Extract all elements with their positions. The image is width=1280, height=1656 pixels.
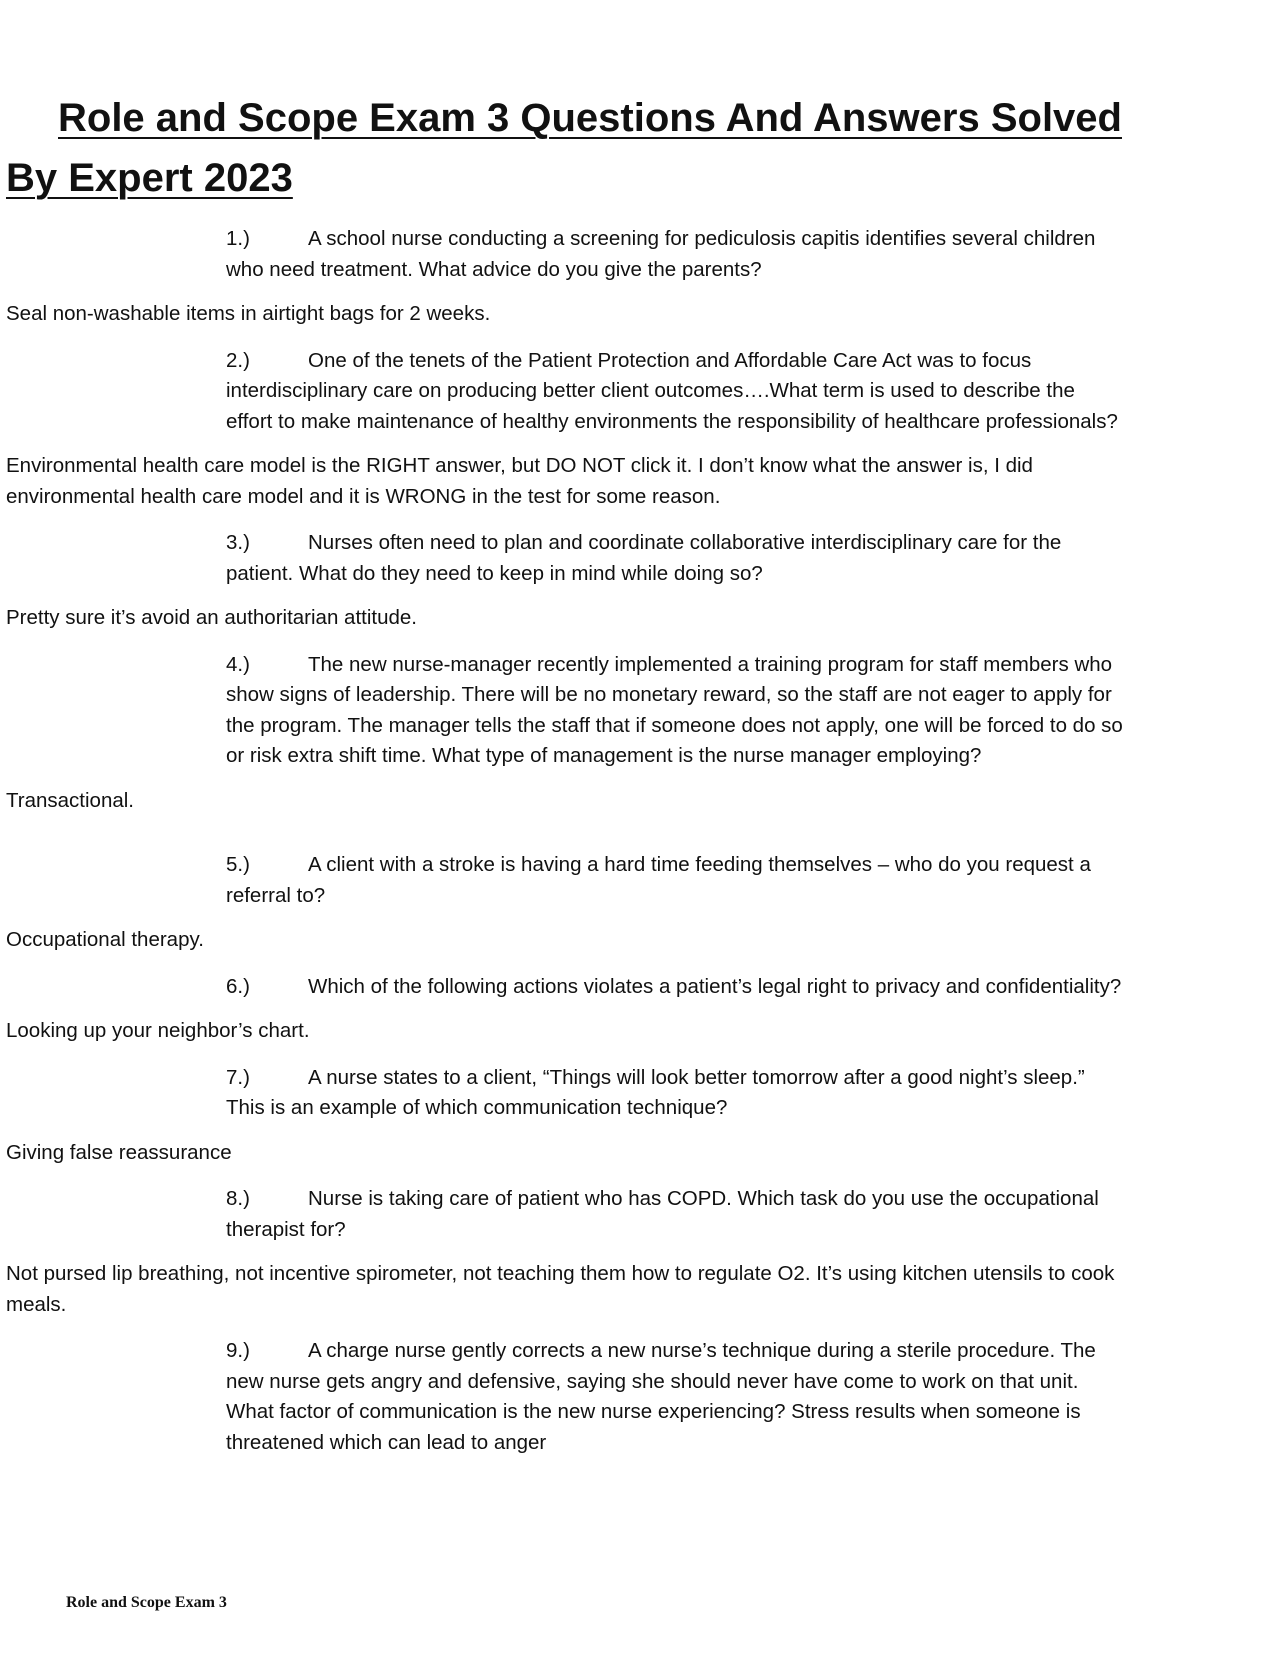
question-number: 9.): [226, 1339, 250, 1362]
qa-item-5: [0, 850, 1280, 972]
question-9: [226, 1336, 1126, 1458]
question-number: 5.): [226, 853, 250, 876]
question-4: [226, 650, 1126, 772]
question-number: 3.): [226, 531, 250, 554]
question-1: [226, 224, 1126, 285]
question-text: One of the tenets of the Patient Protection and Affordable Care Act was to focus interdisciplinary care on producing better client outcomes….What term is used to describe the effort to make maintenance of healthy environments the responsibility of healthcare professionals?: [226, 348, 1118, 433]
answer-1: Seal non-washable items in airtight bags for 2 weeks.: [6, 302, 491, 325]
question-number: 4.): [226, 652, 250, 676]
answer-7: Giving false reassurance: [6, 1140, 232, 1164]
question-7: [226, 1063, 1126, 1124]
question-3: [226, 528, 1126, 589]
qa-item-9: [0, 1336, 1280, 1458]
question-text: The new nurse-manager recently implemented a training program for staff members who show signs of leadership. There will be no monetary reward, so the staff are not eager to apply for the program. The manager tells the staff that if someone does not apply, one will be forced to do so or risk extra shift time. What type of management is the nurse manager employing?: [226, 652, 1123, 767]
question-number: 6.): [226, 974, 250, 998]
question-text: Which of the following actions violates a patient’s legal right to privacy and confidentiality?: [308, 974, 1122, 998]
answer-8: Not pursed lip breathing, not incentive spirometer, not teaching them how to regulate O2. It’s using kitchen utensils to cook meals.: [6, 1262, 1115, 1316]
qa-item-1: [0, 224, 1280, 346]
question-text: A client with a stroke is having a hard time feeding themselves – who do you request a referral to?: [226, 853, 1091, 907]
question-number: 1.): [226, 227, 250, 250]
question-text: A school nurse conducting a screening for pediculosis capitis identifies several children who need treatment. What advice do you give the parents?: [226, 227, 1096, 281]
answer-3: Pretty sure it’s avoid an authoritarian attitude.: [6, 606, 417, 629]
question-number: 2.): [226, 348, 250, 372]
question-text: Nurse is taking care of patient who has COPD. Which task do you use the occupational therapist for?: [226, 1187, 1099, 1241]
question-text: A nurse states to a client, “Things will look better tomorrow after a good night’s sleep.” This is an example of which communication technique?: [226, 1065, 1085, 1119]
answer-5: Occupational therapy.: [6, 928, 204, 951]
qa-item-6: [0, 972, 1280, 1063]
question-text: Nurses often need to plan and coordinate collaborative interdisciplinary care for the patient. What do they need to keep in mind while doing so?: [226, 531, 1062, 585]
page-footer: Role and Scope Exam 3: [66, 1594, 227, 1611]
qa-item-4: [0, 650, 1280, 851]
answer-2: Environmental health care model is the RIGHT answer, but DO NOT click it. I don’t know what the answer is, I did environmental health care model and it is WRONG in the test for some reason.: [6, 454, 1033, 508]
question-number: 8.): [226, 1187, 250, 1210]
question-2: [226, 346, 1126, 438]
qa-item-8: [0, 1184, 1280, 1336]
qa-list: [0, 224, 1280, 1458]
page-title: [6, 88, 1156, 208]
page-title-text: Role and Scope Exam 3 Questions And Answers Solved By Expert 2023: [6, 96, 1122, 200]
qa-item-3: [0, 528, 1280, 650]
qa-item-2: [0, 346, 1280, 529]
question-6: [226, 972, 1126, 1003]
question-5: [226, 850, 1126, 911]
answer-4: Transactional.: [6, 788, 134, 812]
question-8: [226, 1184, 1126, 1245]
question-text: A charge nurse gently corrects a new nurse’s technique during a sterile procedure. The new nurse gets angry and defensive, saying she should never have come to work on that unit. What factor of communication is the new nurse experiencing? Stress results when someone is threatened which can lead to anger: [226, 1339, 1096, 1454]
qa-item-7: [0, 1063, 1280, 1185]
question-number: 7.): [226, 1065, 250, 1089]
answer-6: Looking up your neighbor’s chart.: [6, 1019, 310, 1042]
